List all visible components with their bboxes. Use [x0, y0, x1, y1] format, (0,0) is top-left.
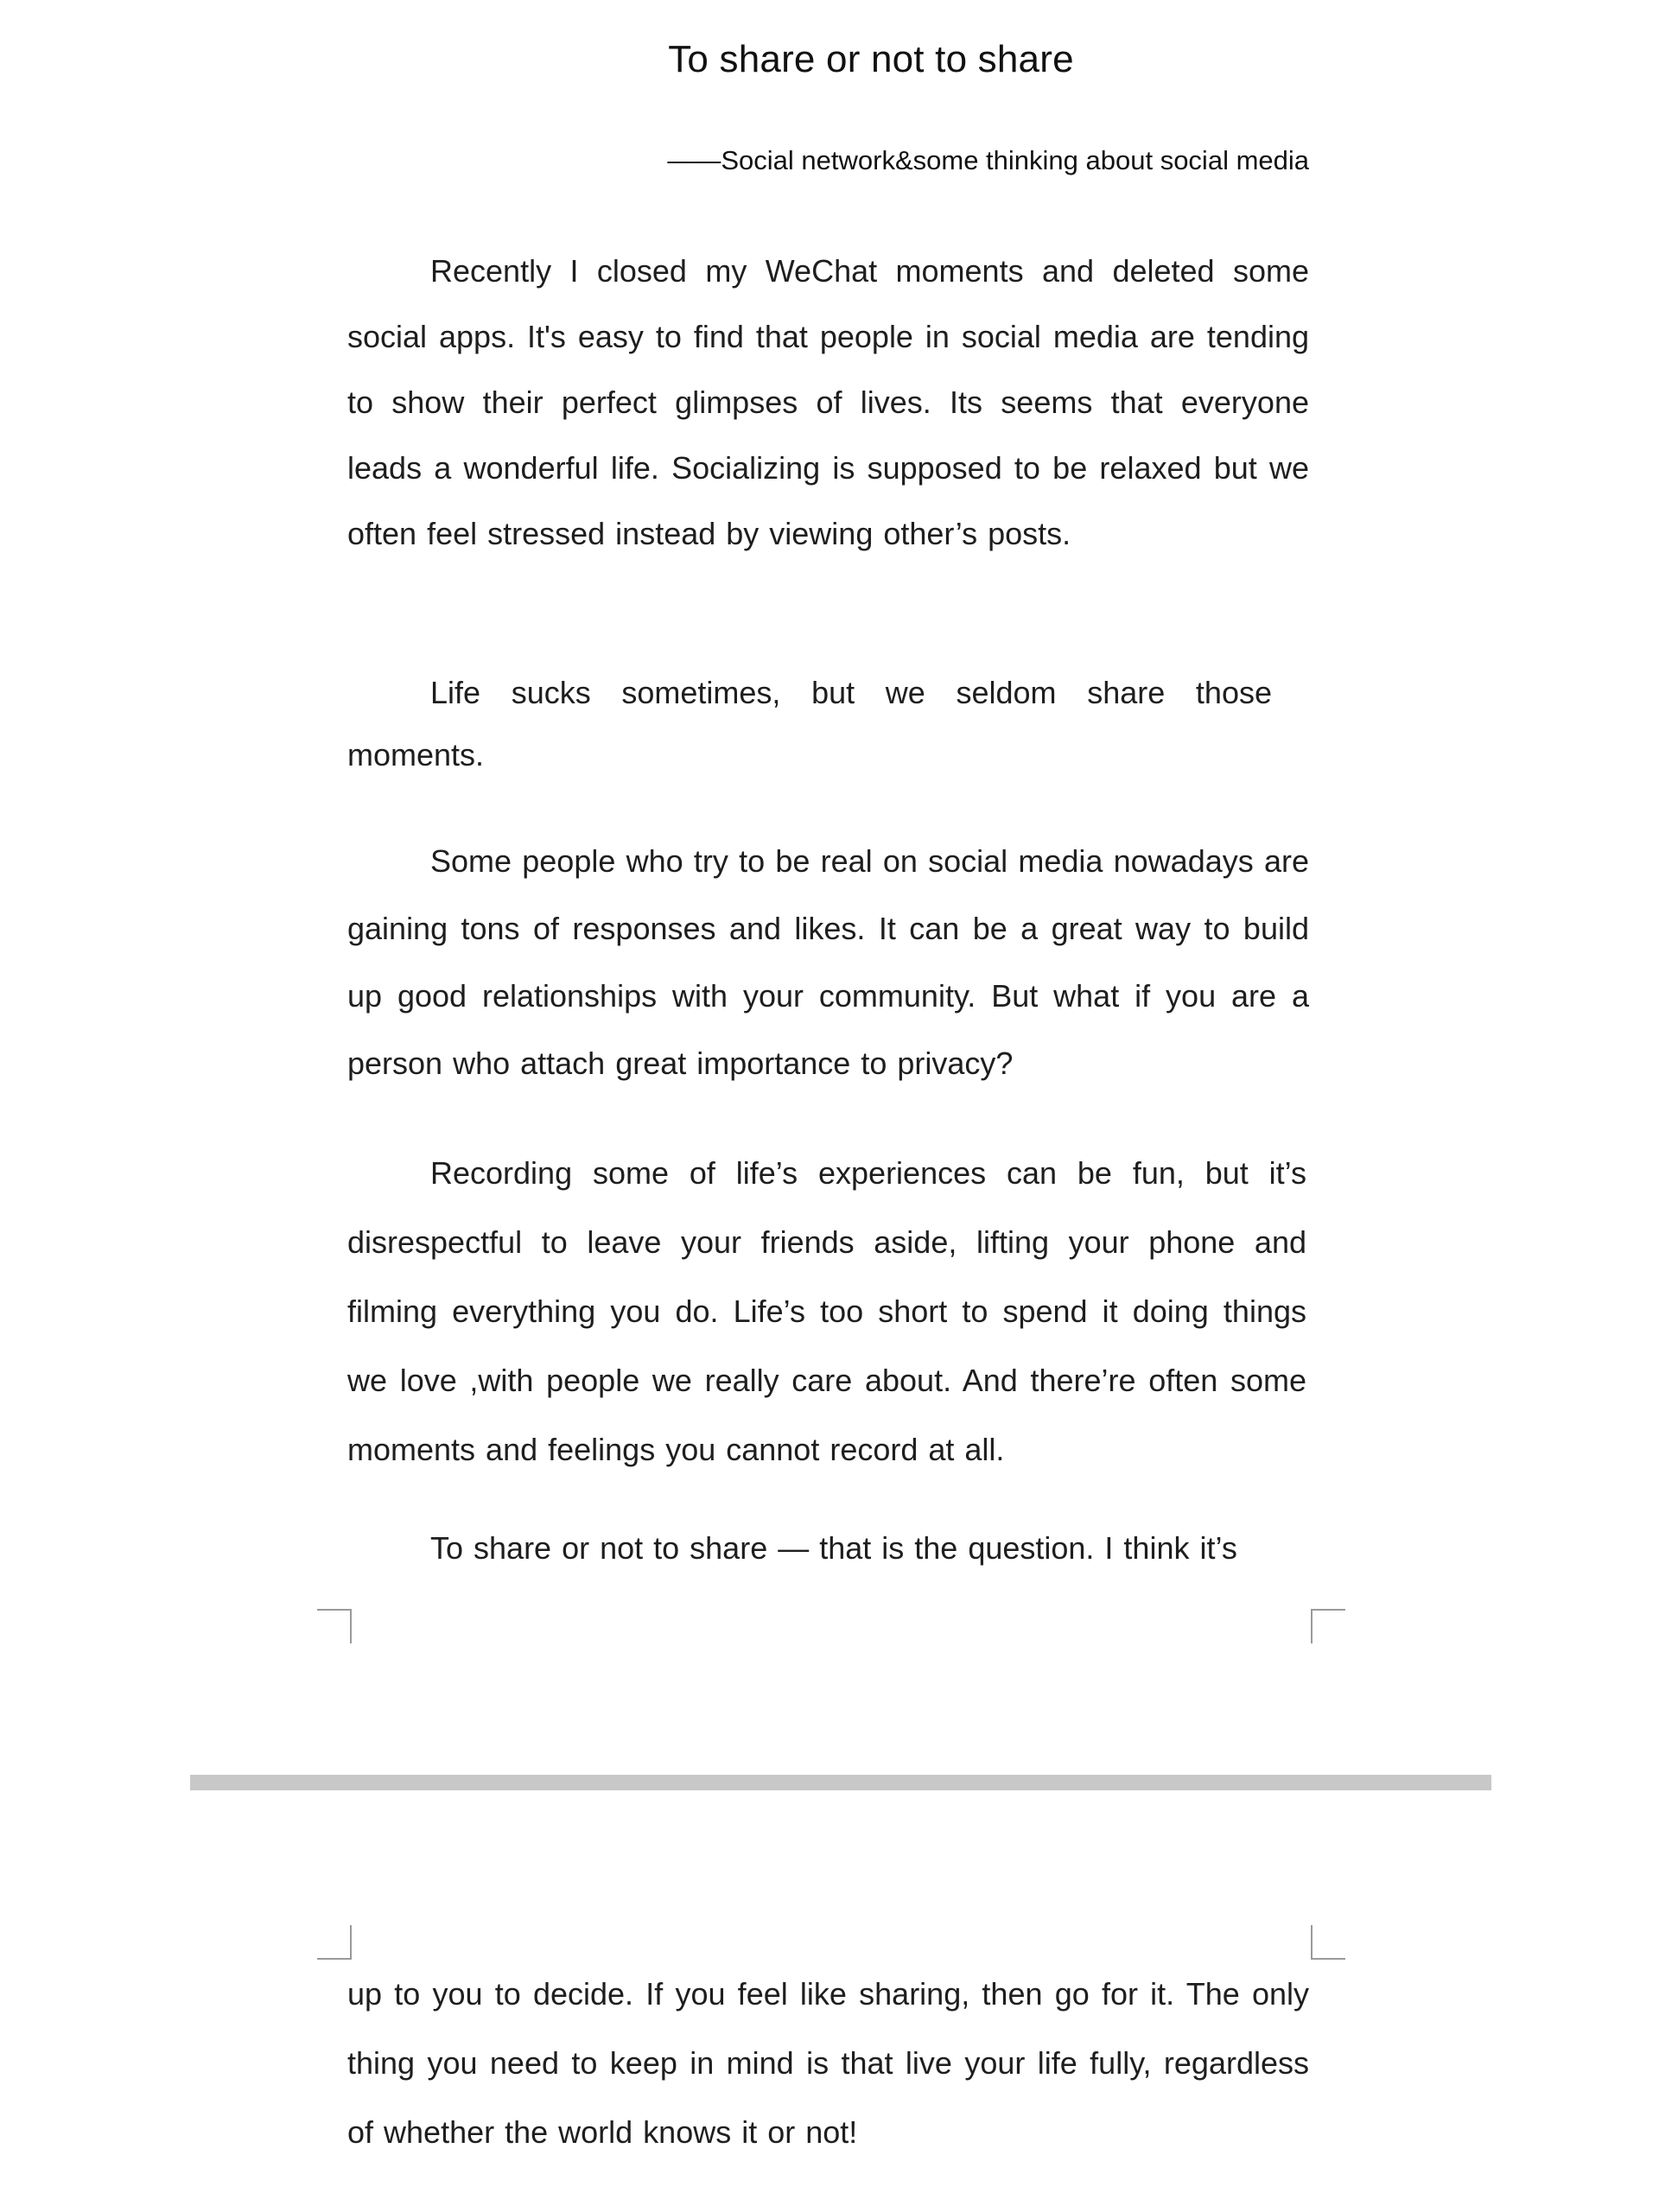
paragraph-3: Some people who try to be real on social media nowadays are gaining tons of responses and likes. It can be a great way to build up good relationships with your community. But what if you are a person who attach great importance to privacy? [347, 843, 1309, 1081]
page-margin-corner-top-right [1311, 1609, 1345, 1643]
page-break-divider [190, 1775, 1491, 1790]
paragraph-2: Life sucks sometimes, but we seldom share those moments. [347, 675, 1272, 772]
page-margin-corner-top-left [317, 1609, 352, 1643]
page-margin-corner-bottom-left [317, 1925, 352, 1960]
paragraph-4: Recording some of life’s experiences can be fun, but it’s disrespectful to leave your friends aside, lifting your phone and filming everything you do. Life’s too short to spend it doing things we love ,with people we really care about. And there’re often some moments and feelings you cannot record at all. [347, 1155, 1306, 1467]
document-subtitle: ——Social network&some thinking about social media [667, 145, 1309, 175]
paragraph-1: Recently I closed my WeChat moments and deleted some social apps. It's easy to find that people in social media are tending to show their perfect glimpses of lives. Its seems that everyone leads a wonderful life. Socializing is supposed to be relaxed but we often feel stressed instead by viewing other’s posts. [347, 253, 1309, 551]
paragraph-6-continued: up to you to decide. If you feel like sharing, then go for it. The only thing you need to keep in mind is that live your life fully, regardless of whether the world knows it or not! [347, 1976, 1309, 2150]
document-title: To share or not to share [668, 38, 1074, 80]
paragraph-5: To share or not to share — that is the question. I think it’s [430, 1530, 1237, 1566]
page-margin-corner-bottom-right [1311, 1925, 1345, 1960]
